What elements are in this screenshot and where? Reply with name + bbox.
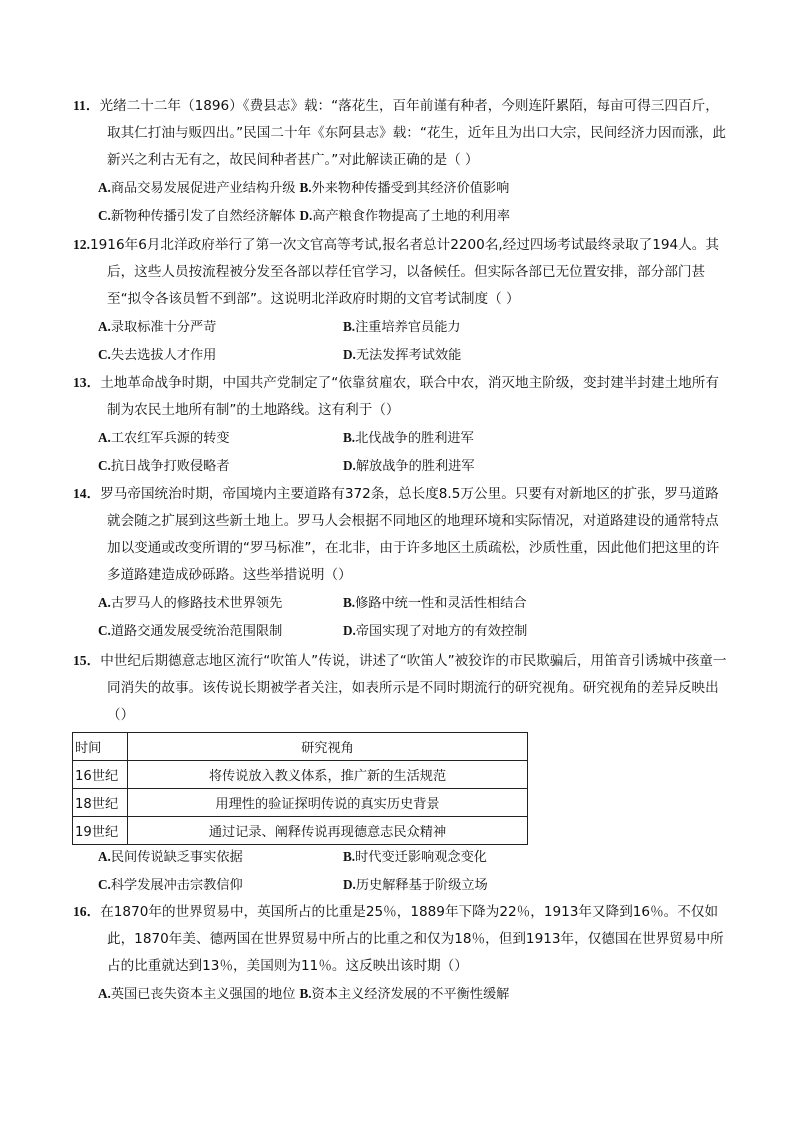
option-c[interactable]: C.失去选拔人才作用 <box>98 347 217 363</box>
option-c[interactable]: C.新物种传播引发了自然经济解体 <box>98 208 296 224</box>
option-a[interactable]: A.古罗马人的修路技术世界领先 <box>98 595 283 611</box>
table-cell: 将传说放入教义体系，推广新的生活规范 <box>128 761 528 789</box>
question-14 <box>73 480 727 645</box>
table-row <box>73 789 528 817</box>
options <box>98 174 727 230</box>
table-header: 时间 <box>73 733 128 761</box>
question-13 <box>73 369 727 480</box>
option-a[interactable]: A.英国已丧失资本主义强国的地位 <box>98 986 296 1002</box>
question-stem: 罗马帝国统治时期，帝国境内主要道路有372条，总长度8.5万公里。只要有对新地区的扩张，罗马道路就会随之扩展到这些新土地上。罗马人会根据不同地区的地理环境和实际情况，对道路建设的通常特点加以变通或改变所谓的“罗马标准”，在北非，由于许多地区土质疏松，沙质性重，因此他们把这里的许多道路建造成砂砾路。这些举措说明（） <box>100 486 720 583</box>
options <box>98 424 727 480</box>
question-15-options <box>73 843 727 899</box>
question-number: 14． <box>73 486 101 501</box>
option-d[interactable]: D.解放战争的胜利进军 <box>343 458 475 474</box>
options <box>98 589 727 645</box>
question-stem: 在1870年的世界贸易中，英国所占的比重是25％，1889年下降为22％，1913年又降到16％。不仅如此，1870年美、德两国在世界贸易中所占的比重之和仅为18％，但到1913年，仅德国在世界贸易中所占的比重就达到13％，美国则为11％。这反映出该时期（） <box>100 904 724 974</box>
research-table <box>72 732 528 845</box>
option-d[interactable]: D.帝国实现了对地方的有效控制 <box>343 623 528 639</box>
table-cell: 16世纪 <box>73 761 128 789</box>
options <box>98 313 727 369</box>
question-stem: 1916年6月北洋政府举行了第一次文官高等考试,报名者总计2200名,经过四场考试最终录取了194人。其后，这些人员按流程被分发至各部以荐任官学习，以备候任。但实际各部已无位置安排，部分部门甚至“拟令各该员暂不到部”。这说明北洋政府时期的文官考试制度（ ） <box>90 237 719 307</box>
question-number: 15． <box>73 653 101 668</box>
option-c[interactable]: C.抗日战争打败侵略者 <box>98 458 230 474</box>
table-cell: 18世纪 <box>73 789 128 817</box>
option-d[interactable]: D.高产粮食作物提高了土地的利用率 <box>299 208 511 224</box>
question-11 <box>73 92 727 230</box>
question-16 <box>73 898 727 1008</box>
question-number: 12. <box>73 237 90 252</box>
option-c[interactable]: C.科学发展冲击宗教信仰 <box>98 877 243 893</box>
option-d[interactable]: D.无法发挥考试效能 <box>343 347 462 363</box>
table-header-row <box>73 733 528 761</box>
question-15 <box>73 647 727 729</box>
option-b[interactable]: B.时代变迁影响观念变化 <box>343 849 487 865</box>
options <box>98 980 727 1008</box>
table-header: 研究视角 <box>128 733 528 761</box>
option-a[interactable]: A.工农红军兵源的转变 <box>98 430 230 446</box>
question-number: 11． <box>73 98 100 113</box>
table-cell: 19世纪 <box>73 817 128 845</box>
table-row <box>73 761 528 789</box>
option-b[interactable]: B.资本主义经济发展的不平衡性缓解 <box>299 986 510 1002</box>
option-d[interactable]: D.历史解释基于阶级立场 <box>343 877 488 893</box>
table-row <box>73 817 528 845</box>
option-a[interactable]: A.录取标准十分严苛 <box>98 319 217 335</box>
question-number: 16． <box>73 904 101 919</box>
question-stem: 中世纪后期德意志地区流行“吹笛人”传说，讲述了“吹笛人”被狡诈的市民欺骗后，用笛音引诱城中孩童一同消失的故事。该传说长期被学者关注，如表所示是不同时期流行的研究视角。研究视角的差异反映出（） <box>100 653 727 723</box>
question-stem: 光绪二十二年（1896）《费县志》载：“落花生，百年前谨有种者，今则连阡累陌，每亩可得三四百斤，取其仁打油与贩四出。”民国二十年《东阿县志》载：“花生，近年且为出口大宗，民间经济力因而涨，此新兴之利古无有之，故民间种者甚广。”对此解读正确的是（ ） <box>99 98 727 168</box>
option-c[interactable]: C.道路交通发展受统治范围限制 <box>98 623 283 639</box>
option-b[interactable]: B.注重培养官员能力 <box>343 319 461 335</box>
option-a[interactable]: A.民间传说缺乏事实依据 <box>98 849 243 865</box>
question-stem: 土地革命战争时期，中国共产党制定了“依靠贫雇农，联合中农，消灭地主阶级，变封建半封建土地所有制为农民土地所有制”的土地路线。这有利于（） <box>100 375 719 418</box>
option-b[interactable]: B.外来物种传播受到其经济价值影响 <box>299 180 510 196</box>
question-number: 13． <box>73 375 101 390</box>
table-cell: 通过记录、阐释传说再现德意志民众精神 <box>128 817 528 845</box>
option-b[interactable]: B.修路中统一性和灵活性相结合 <box>343 595 527 611</box>
option-a[interactable]: A.商品交易发展促进产业结构升级 <box>98 180 296 196</box>
option-b[interactable]: B.北伐战争的胜利进军 <box>343 430 474 446</box>
question-12 <box>73 231 727 369</box>
table-cell: 用理性的验证探明传说的真实历史背景 <box>128 789 528 817</box>
options <box>98 843 727 899</box>
